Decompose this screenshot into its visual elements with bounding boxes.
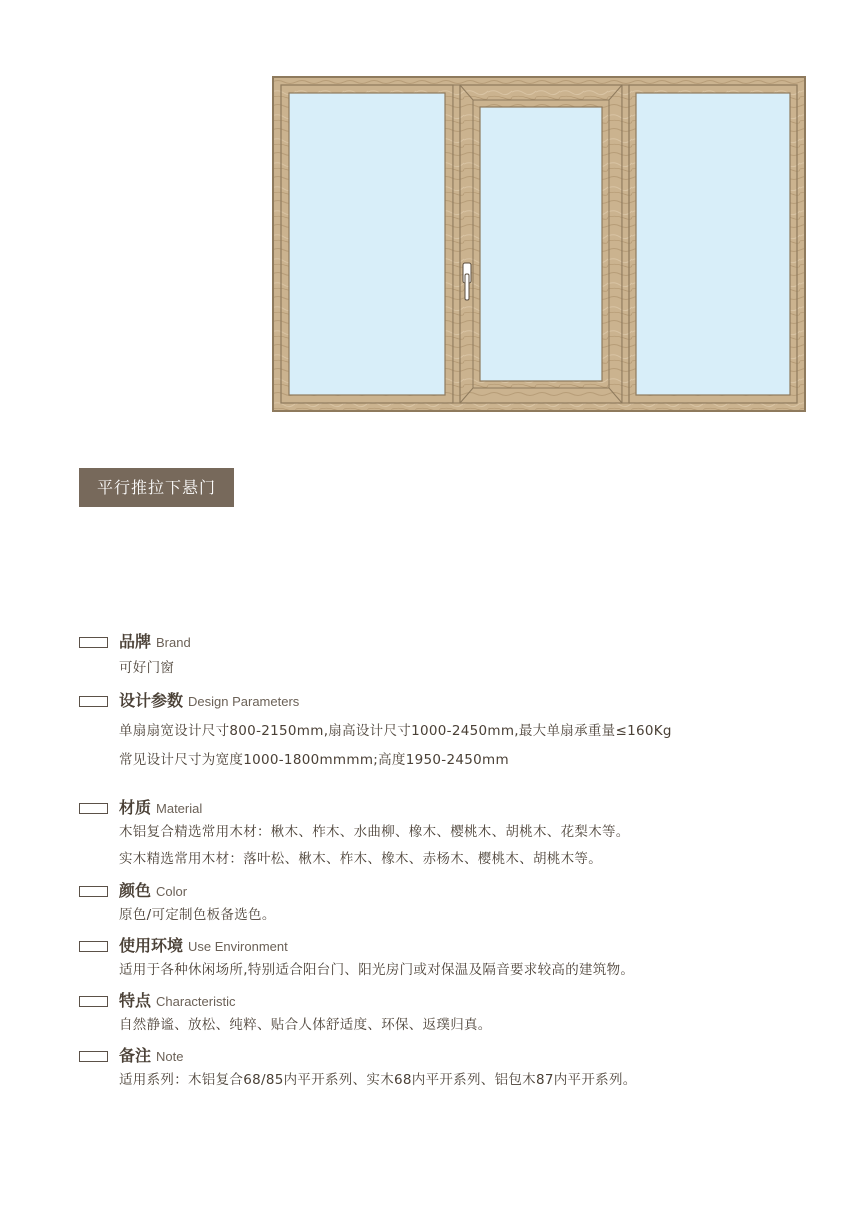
spec-text: 单扇扇宽设计尺寸800-2150mm,扇高设计尺寸1000-2450mm,最大单扇承重量≤160Kg [119, 723, 672, 739]
spec-material [79, 798, 799, 867]
spec-title: 材质 Material [119, 798, 203, 817]
bullet-box-icon [79, 696, 108, 707]
spec-title: 颜色 Color [119, 881, 188, 900]
window-illustration [272, 76, 806, 412]
bullet-box-icon [79, 637, 108, 648]
bullet-box-icon [79, 996, 108, 1007]
spec-note [79, 1046, 799, 1088]
product-title: 平行推拉下悬门 [79, 468, 234, 507]
middle-glass [480, 107, 602, 381]
spec-heading [79, 632, 799, 652]
spec-use-environment [79, 936, 799, 978]
spec-text: 木铝复合精选常用木材：楸木、柞木、水曲柳、橡木、樱桃木、胡桃木、花梨木等。 [119, 824, 630, 840]
spec-text: 自然静谧、放松、纯粹、贴合人体舒适度、环保、返璞归真。 [119, 1017, 492, 1033]
spec-color [79, 881, 799, 923]
spec-title: 品牌 Brand [119, 632, 191, 651]
right-glass [636, 93, 790, 395]
spec-heading [79, 798, 799, 818]
spec-brand [79, 632, 799, 676]
left-glass [289, 93, 445, 395]
bullet-box-icon [79, 941, 108, 952]
divider-right [622, 85, 629, 403]
spec-heading [79, 691, 799, 711]
spec-title: 设计参数 Design Parameters [119, 691, 300, 710]
spec-characteristic [79, 991, 799, 1033]
spec-text: 原色/可定制色板备选色。 [119, 907, 276, 923]
spec-text: 适用系列：木铝复合68/85内平开系列、实木68内平开系列、铝包木87内平开系列。 [119, 1072, 637, 1088]
spec-heading [79, 1046, 799, 1066]
spec-design-parameters [79, 691, 799, 768]
bullet-box-icon [79, 803, 108, 814]
bullet-box-icon [79, 1051, 108, 1062]
spec-heading [79, 881, 799, 901]
spec-heading [79, 936, 799, 956]
spec-title: 备注 Note [119, 1046, 184, 1065]
bullet-box-icon [79, 886, 108, 897]
spec-text: 可好门窗 [119, 660, 175, 676]
spec-text: 实木精选常用木材：落叶松、楸木、柞木、橡木、赤杨木、樱桃木、胡桃木等。 [119, 851, 602, 867]
divider-left [453, 85, 460, 403]
spec-text: 适用于各种休闲场所,特别适合阳台门、阳光房门或对保温及隔音要求较高的建筑物。 [119, 962, 635, 978]
spec-title: 特点 Characteristic [119, 991, 236, 1010]
spec-title: 使用环境 Use Environment [119, 936, 288, 955]
spec-heading [79, 991, 799, 1011]
spec-text: 常见设计尺寸为宽度1000-1800mmmm;高度1950-2450mm [119, 752, 509, 768]
